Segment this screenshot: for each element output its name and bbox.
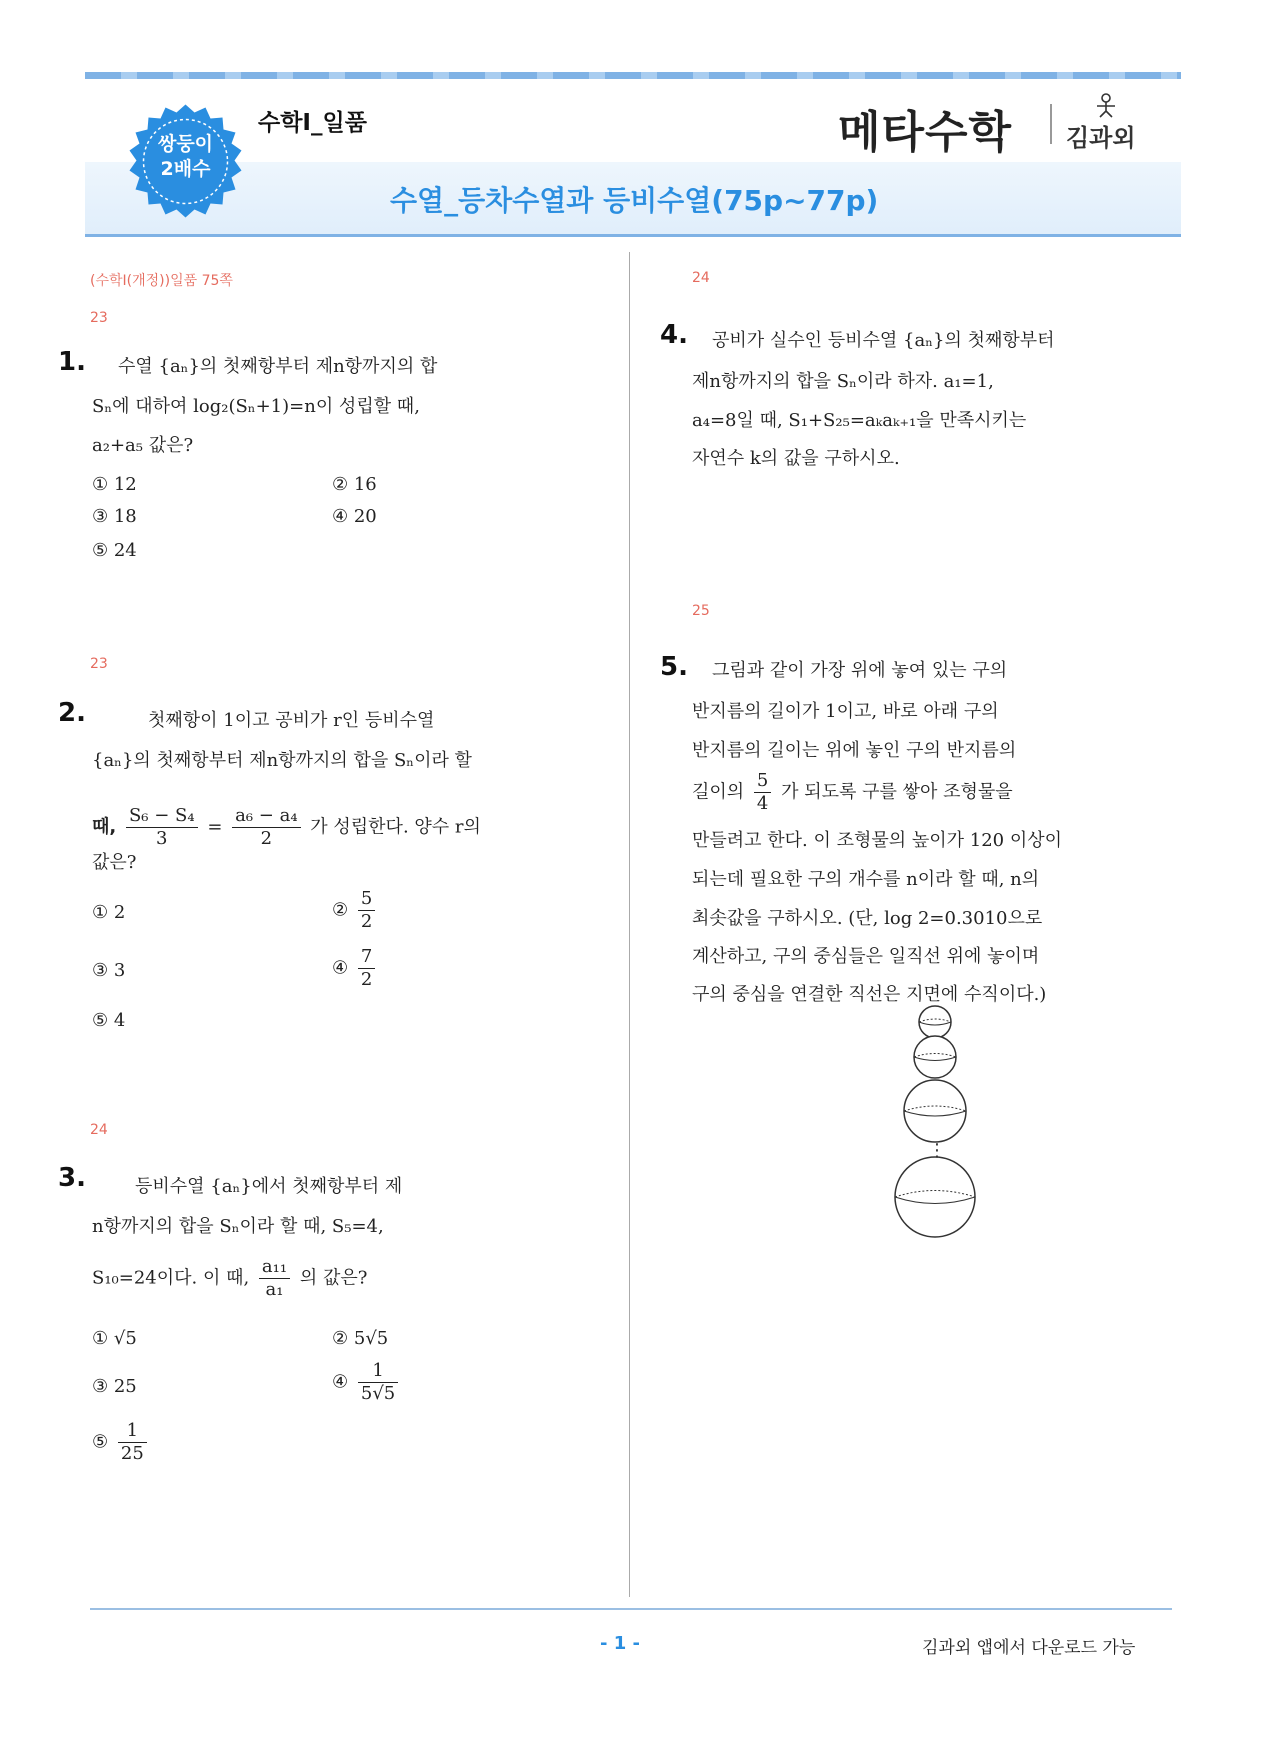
sphere-4 — [895, 1157, 975, 1237]
sphere-1 — [919, 1006, 951, 1038]
question-2-line: 때, $\frac{\text{S₆ − S₄}}{3}$ = $\frac{\text{a₆ − a₄}}{2}$ 가 성립한다. 양수 r의 — [92, 805, 481, 849]
question-5-line: 구의 중심을 연결한 직선은 지면에 수직이다.) — [692, 984, 1047, 1005]
question-1-choice[interactable]: ① 12 — [92, 474, 137, 495]
question-2-line: 첫째항이 1이고 공비가 r인 등비수열 — [148, 710, 435, 731]
footer-note: 김과외 앱에서 다운로드 가능 — [922, 1638, 1136, 1658]
subject-title: 수학Ⅰ_일품 — [258, 110, 367, 136]
sphere-2 — [914, 1036, 956, 1078]
question-4-line: 자연수 k의 값을 구하시오. — [692, 448, 900, 469]
question-4-line: a₄=8일 때, S₁+S₂₅=aₖaₖ₊₁을 만족시키는 — [692, 410, 1027, 431]
question-3-page-ref: 24 — [90, 1122, 108, 1138]
question-1-choice[interactable]: ④ 20 — [332, 506, 377, 527]
question-2-line: {aₙ}의 첫째항부터 제n항까지의 합을 Sₙ이라 할 — [92, 750, 472, 771]
question-2-page-ref: 23 — [90, 656, 108, 672]
question-3-number: 3. — [58, 1163, 86, 1193]
question-3-choice[interactable]: ① √5 — [92, 1328, 137, 1349]
question-5-number: 5. — [660, 652, 688, 682]
question-5-line: 그림과 같이 가장 위에 놓여 있는 구의 — [712, 660, 1008, 681]
question-2-number: 2. — [58, 698, 86, 728]
question-3-line: S₁₀=24이다. 이 때, $\frac{\text{a₁₁}}{\text{a₁}}$ 의 값은? — [92, 1256, 368, 1300]
question-3-choice[interactable]: ④ $\frac{1}{5√5}$ — [332, 1360, 402, 1405]
question-3-choice[interactable]: ⑤ $\frac{1}{25}$ — [92, 1420, 151, 1465]
question-1-number: 1. — [58, 347, 86, 377]
question-4-number: 4. — [660, 320, 688, 350]
footer-divider — [90, 1608, 1172, 1610]
person-icon — [1095, 92, 1117, 118]
page-title: 수열_등차수열과 등비수열(75p~77p) — [390, 184, 879, 217]
fraction-right: $\frac{\text{a₆ − a₄}}{2}$ — [232, 805, 300, 850]
question-5-line: 반지름의 길이가 1이고, 바로 아래 구의 — [692, 701, 999, 722]
question-1-page-ref: 23 — [90, 310, 108, 326]
question-2-choice[interactable]: ① 2 — [92, 902, 126, 923]
question-5-line: 반지름의 길이는 위에 놓인 구의 반지름의 — [692, 740, 1017, 761]
fraction: $\frac{\text{a₁₁}}{\text{a₁}}$ — [259, 1256, 290, 1301]
question-4-page-ref: 24 — [692, 270, 710, 286]
stacked-spheres-figure — [880, 1000, 990, 1245]
question-2-choice[interactable]: ④ $\frac{7}{2}$ — [332, 946, 379, 991]
question-4-line: 공비가 실수인 등비수열 {aₙ}의 첫째항부터 — [712, 330, 1055, 351]
banner-underline — [85, 234, 1181, 237]
question-2-choice[interactable]: ⑤ 4 — [92, 1010, 126, 1031]
question-2-choice[interactable]: ③ 3 — [92, 960, 126, 981]
question-5-line: 길이의 $\frac{5}{4}$ 가 되도록 구를 쌓아 조형물을 — [692, 770, 1013, 814]
question-5-line: 최솟값을 구하시오. (단, log 2=0.3010으로 — [692, 908, 1043, 929]
logo-divider — [1050, 104, 1052, 144]
fraction-left: $\frac{\text{S₆ − S₄}}{3}$ — [126, 805, 198, 850]
source-label: (수학I(개정))일품 75쪽 — [90, 273, 233, 289]
column-divider — [629, 252, 630, 1597]
question-3-choice[interactable]: ② 5√5 — [332, 1328, 389, 1349]
question-2-choice[interactable]: ② $\frac{5}{2}$ — [332, 888, 379, 933]
question-3-line: 등비수열 {aₙ}에서 첫째항부터 제 — [135, 1176, 403, 1197]
question-1-line: 수열 {aₙ}의 첫째항부터 제n항까지의 합 — [118, 356, 438, 377]
header-top-bar — [85, 72, 1181, 79]
sphere-3 — [904, 1080, 966, 1142]
question-5-line: 계산하고, 구의 중심들은 일직선 위에 놓이며 — [692, 946, 1040, 967]
question-5-line: 만들려고 한다. 이 조형물의 높이가 120 이상이 — [692, 830, 1063, 851]
question-2-line: 값은? — [92, 852, 137, 873]
question-1-choice[interactable]: ⑤ 24 — [92, 540, 137, 561]
question-4-line: 제n항까지의 합을 Sₙ이라 하자. a₁=1, — [692, 371, 994, 392]
page-number: - 1 - — [600, 1633, 640, 1654]
question-1-line: Sₙ에 대하여 log₂(Sₙ+1)=n이 성립할 때, — [92, 396, 420, 417]
question-1-choice[interactable]: ② 16 — [332, 474, 377, 495]
brand-sub-logo: 김과외 — [1066, 124, 1136, 152]
question-1-choice[interactable]: ③ 18 — [92, 506, 137, 527]
figure-ellipsis: ⋮ — [928, 1140, 946, 1161]
question-1-line: a₂+a₅ 값은? — [92, 435, 194, 456]
question-3-line: n항까지의 합을 Sₙ이라 할 때, S₅=4, — [92, 1216, 384, 1237]
question-5-line: 되는데 필요한 구의 개수를 n이라 할 때, n의 — [692, 869, 1040, 890]
question-3-choice[interactable]: ③ 25 — [92, 1376, 137, 1397]
fraction: $\frac{5}{4}$ — [754, 770, 771, 815]
brand-logo: 메타수학 — [838, 107, 1013, 158]
question-5-page-ref: 25 — [692, 603, 710, 619]
badge-label: 쌍둥이 2배수 — [157, 133, 214, 180]
